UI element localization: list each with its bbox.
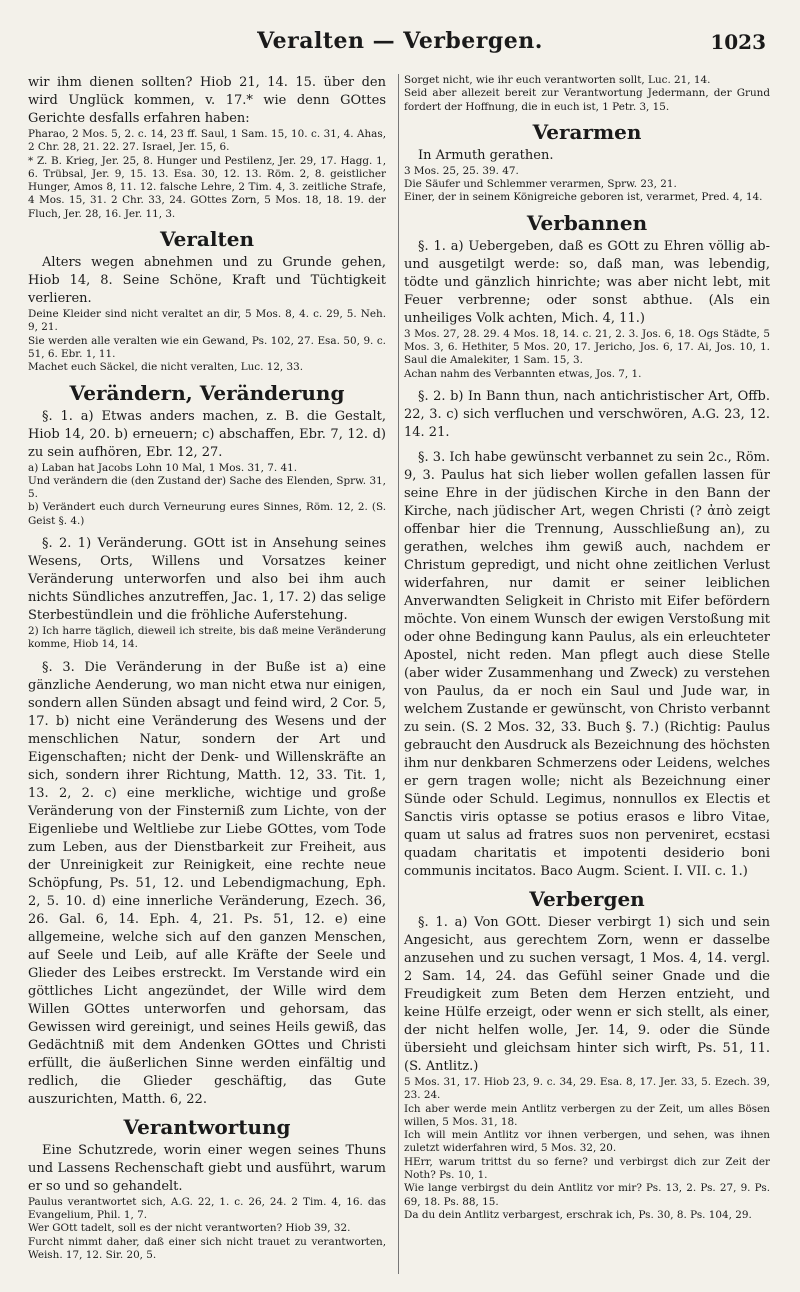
continued-text: wir ihm dienen sollten? Hiob 21, 14. 15. über den wird Unglück kommen, v. 17.* wie denn GOttes Gerichte desfalls erfahren haben: [28,75,386,126]
left-column [28,74,386,1262]
page-number: 1023 [710,30,766,54]
entry-section: §. 3. Ich habe gewünscht verbannet zu sein 2c., Röm. 9, 3. Paulus hat sich lieber wollen gefallen lassen für seine Ehre in der jüdischen Kirche in den Bann der Kirche, nach jüdischer Art, wegen Christi (? ἀπὸ zeigt offenbar hier die Trennung, Ausschließung an), zu gerathen, welches ihm gewiß auch, nachdem er Christum gepredigt, und nicht ohne zeitlichen Verlust widerfahren, nur damit er seiner leiblichen Anverwandten Seligkeit in Christo mit Eifer befördern möchte. Von einem Wunsch der ewigen Verstoßung mit oder ohne Bedingung kann Paulus, als ein erleuchteter Apostel, nicht reden. Man pflegt auch diese Stelle (aber wider Zusammenhang und Zweck) zu verstehen von Paulus, da er noch ein Saul und Jude war, in welchem Zustande er gewünscht, von Christo verbannt zu sein. (S. 2 Mos. 32, 33. Buch §. 7.) (Richtig: Paulus gebraucht den Ausdruck als Bezeichnung des höchsten ihm nur denkbaren Schmerzens oder Leidens, welches er gern tragen wolle; nicht als Bezeichnung einer Sünde oder Schuld. Legimus, nonnullos ex Electis et Sanctis viris optasse se potius erasos e libro Vitae, quam ut salus ad fratres suos non perveniret, ecstasi quadam charitatis et impotenti desiderio boni communis incitatos. Baco Augm. Scient. I. VII. c. 1.) [404,449,770,879]
reference-note: HErr, warum trittst du so ferne? und verbirgst dich zur Zeit der Noth? Ps. 10, 1. [404,1155,770,1182]
reference-note: Die Säufer und Schlemmer verarmen, Sprw. 23, 21. [404,178,677,191]
reference-note: Ich will mein Antlitz vor ihnen verbergen, und sehen, was ihnen zuletzt widerfahren wird, 5 Mos. 32, 20. [404,1129,770,1155]
entry-definition: In Armuth gerathen. [418,147,554,163]
reference-note: Wer GOtt tadelt, soll es der nicht verantworten? Hiob 39, 32. [28,1222,351,1235]
entry-heading-verantwortung: Verantwortung [123,1114,291,1139]
entry-definition: Alters wegen abnehmen und zu Grunde gehen, Hiob 14, 8. Seine Schöne, Kraft und Tüchtigkeit verlieren. [28,255,386,307]
entry-section: §. 3. Die Veränderung in der Buße ist a) eine gänzliche Aenderung, wo man nicht etwa nur einigen, sondern allen Sünden absagt und feind wird, 2 Cor. 5, 17. b) nicht eine Veränderung des Wesens und der menschlichen Natur, sondern der Art und Eigenschaften; nicht der Denk- und Willenskräfte an sich, sondern ihrer Richtung, Matth. 12, 33. Tit. 1, 13. 2, 2. c) eine merkliche, wichtige und große Veränderung von der Finsterniß zum Lichte, von der Eigenliebe und Weltliebe zur Liebe GOttes, vom Tode zum Leben, aus der Dienstbarkeit zur Freiheit, aus der Unreinigkeit zur Reinigkeit, eine rechte neue Schöpfung, Ps. 51, 12. und Lebendigmachung, Eph. 2, 5. 10. d) eine innerliche Veränderung, Ezech. 36, 26. Gal. 6, 14. Eph. 4, 21. Ps. 51, 12. e) eine allgemeine, welche sich auf den ganzen Menschen, auf Seele und Leib, auf alle Kräfte der Seele und Glieder des Leibes erstreckt. Im Verstande wird ein göttliches Licht angezündet, der Wille wird dem Willen GOttes unterworfen und gehorsam, das Gewissen wird gereinigt, und seines Heils gewiß, das Gedächtniß mit dem Andenken GOttes und Christi erfüllt, die äußerlichen Sinne werden einfältig und redlich, die Glieder geschäftig, das Gute auszurichten, Matth. 6, 22. [28,659,386,1107]
reference-note: Einer, der in seinem Königreiche geboren ist, verarmet, Pred. 4, 14. [404,191,763,204]
reference-note: Und verändern die (den Zustand der) Sache des Elenden, Sprw. 31, 5. [28,474,386,501]
reference-note: * Z. B. Krieg, Jer. 25, 8. Hunger und Pestilenz, Jer. 29, 17. Hagg. 1, 6. Trübsal, Jer. 9, 15. 13. Esa. 30, 12. 13. Röm. 2, 8. geistlicher Hunger, Amos 8, 11. 12. falsche Lehre, 2 Tim. 4, 3. zeitliche Strafe, 4 Mos. 15, 31. 2 Chr. 33, 24. GOttes Zorn, 5 Mos. 18, 18. 19. der Fluch, Jer. 28, 16. Jer. 11, 3. [28,154,386,220]
entry-section: §. 1. a) Etwas anders machen, z. B. die Gestalt, Hiob 14, 20. b) erneuern; c) abschaffen, Ebr. 7, 12. d) zu sein aufhören, Ebr. 12, 27. [28,408,386,460]
reference-note: 2) Ich harre täglich, dieweil ich streite, bis daß meine Veränderung komme, Hiob 14, 14. [28,625,386,651]
entry-section: §. 1. a) Von GOtt. Dieser verbirgt 1) sich und sein Angesicht, aus gerechtem Zorn, wenn er dasselbe anzusehen und zu suchen versagt, 1 Mos. 4, 14. vergl. 2 Sam. 14, 24. das Gefühl seiner Gnade und die Freudigkeit zum Beten dem Herzen entzieht, und keine Hülfe erzeigt, oder wenn er sich stellt, als einer, der nicht helfen wolle, Jer. 14, 9. oder die Sünde übersieht und gleichsam hinter sich wirft, Ps. 51, 11. (S. Antlitz.) [404,914,770,1074]
reference-note: Sorget nicht, wie ihr euch verantworten sollt, Luc. 21, 14. [404,74,711,86]
reference-note: Sie werden alle veralten wie ein Gewand, Ps. 102, 27. Esa. 50, 9. c. 51, 6. Ebr. 1, 11. [28,334,386,360]
reference-note: Seid aber allezeit bereit zur Verantwortung Jedermann, der Grund fordert der Hoffnung, die in euch ist, 1 Petr. 3, 15. [404,87,770,113]
entry-heading-veraendern: Verändern, Veränderung [69,380,345,405]
reference-note: Achan nahm des Verbannten etwas, Jos. 7, 1. [404,367,642,380]
right-column [404,74,770,1222]
reference-note: a) Laban hat Jacobs Lohn 10 Mal, 1 Mos. 31, 7. 41. [28,461,298,474]
entry-definition: Eine Schutzrede, worin einer wegen seines Thuns und Lassens Rechenschaft giebt und ausführt, warum er so und so gehandelt. [28,1142,386,1194]
reference-note: Wie lange verbirgst du dein Antlitz vor mir? Ps. 13, 2. Ps. 27, 9. Ps. 69, 18. Ps. 88, 15. [404,1182,770,1208]
reference-note: 3 Mos. 27, 28. 29. 4 Mos. 18, 14. c. 21, 2. 3. Jos. 6, 18. Ogs Städte, 5 Mos. 3, 6. Hethiter, 5 Mos. 20, 17. Jericho, Jos. 6, 17. Ai, Jos. 10, 1. Saul die Amalekiter, 1 Sam. 15, 3. [404,327,770,367]
entry-section: §. 1. a) Uebergeben, daß es GOtt zu Ehren völlig ab- und ausgetilgt werde: so, daß man, was lebendig, tödte und gänzlich hinrichte; was aber nicht lebt, mit Feuer verbrenne; oder sonst abthue. (Als ein unheiliges Volk achten, Mich. 4, 11.) [404,238,770,326]
reference-note: Da du dein Antlitz verbargest, erschrak ich, Ps. 30, 8. Ps. 104, 29. [404,1208,752,1221]
reference-note: Ich aber werde mein Antlitz verbergen zu der Zeit, um alles Bösen willen, 5 Mos. 31, 18. [404,1102,770,1128]
entry-section: §. 2. b) In Bann thun, nach antichristischer Art, Offb. 22, 3. c) sich verfluchen und verschwören, A.G. 23, 12. 14. 21. [404,388,770,440]
reference-note: 3 Mos. 25, 25. 39. 47. [404,164,519,177]
entry-heading-veralten: Veralten [159,227,254,252]
reference-note: 5 Mos. 31, 17. Hiob 23, 9. c. 34, 29. Esa. 8, 17. Jer. 33, 5. Ezech. 39, 23. 24. [404,1075,770,1102]
entry-heading-verbannen: Verbannen [526,210,648,235]
reference-note: Paulus verantwortet sich, A.G. 22, 1. c. 26, 24. 2 Tim. 4, 16. das Evangelium, Phil. 1, 7. [28,1195,386,1221]
reference-note: Furcht nimmt daher, daß einer sich nicht trauet zu verantworten, Weish. 17, 12. Sir. 20, 5. [28,1235,386,1261]
entry-section: §. 2. 1) Veränderung. GOtt ist in Ansehung seines Wesens, Orts, Willens und Vorsatzes keiner Veränderung unterworfen und also bei ihm auch nichts Sündliches anzutreffen, Jac. 1, 17. 2) das selige Sterbestündlein und die fröhliche Auferstehung. [28,536,386,624]
reference-note: b) Verändert euch durch Verneurung eures Sinnes, Röm. 12, 2. (S. Geist §. 4.) [28,501,386,527]
reference-note: Pharao, 2 Mos. 5, 2. c. 14, 23 ff. Saul, 1 Sam. 15, 10. c. 31, 4. Ahas, 2 Chr. 28, 21. 22. 27. Israel, Jer. 15, 6. [28,128,386,154]
running-title: Veralten — Verbergen. [257,28,543,54]
reference-note: Machet euch Säckel, die nicht veralten, Luc. 12, 33. [28,361,304,374]
reference-note: Deine Kleider sind nicht veraltet an dir, 5 Mos. 8, 4. c. 29, 5. Neh. 9, 21. [28,308,386,334]
entry-heading-verarmen: Verarmen [532,119,642,144]
column-divider [398,74,399,1274]
page-header [0,28,800,64]
entry-heading-verbergen: Verbergen [529,886,645,911]
